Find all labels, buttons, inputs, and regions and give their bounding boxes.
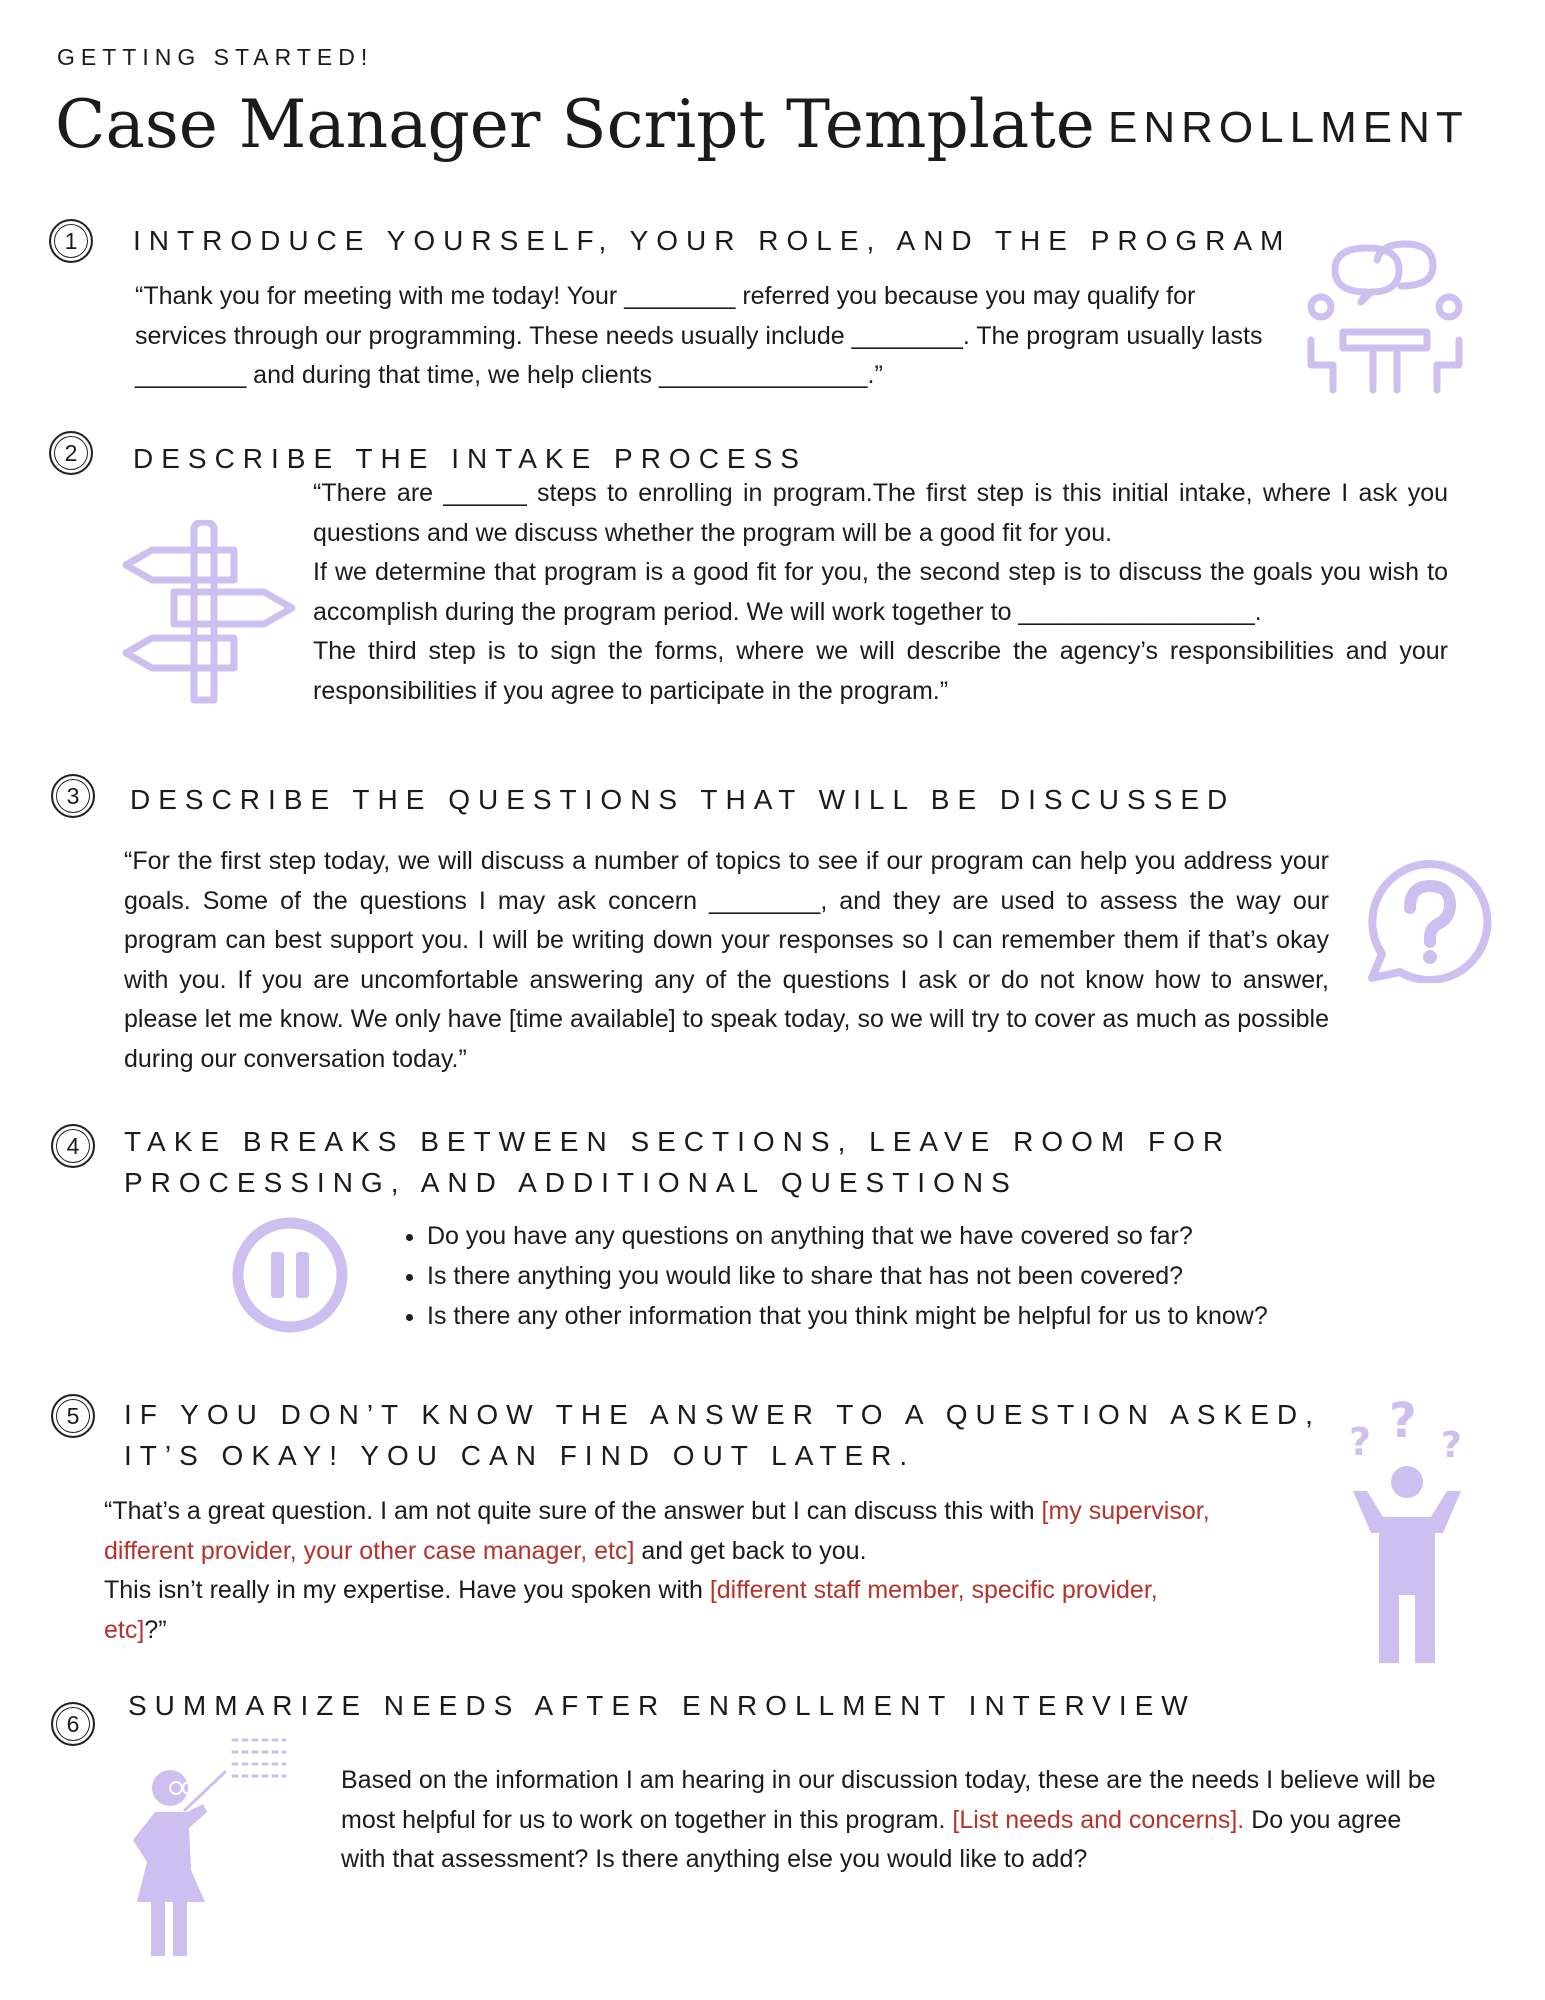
section-5-placeholder-1: [my supervisor, different provider, your other case manager, etc] [104, 1497, 1210, 1565]
presenter-icon [125, 1730, 290, 1960]
header-kicker: GETTING STARTED! [57, 44, 374, 70]
pause-icon [230, 1215, 350, 1335]
section-6-body [341, 1761, 1436, 1880]
section-6-number: 6 [51, 1702, 95, 1746]
section-6-text-2: Do you agree with that assessment? Is there anything else you would like to add? [341, 1805, 1402, 1873]
section-6-placeholder: [List needs and concerns]. [952, 1805, 1245, 1834]
section-5-text-3: This isn’t really in my expertise. Have you spoken with [104, 1576, 710, 1604]
section-5-text-2: and get back to you. [634, 1536, 867, 1565]
svg-text:?: ? [1441, 1425, 1462, 1466]
bullet-item: • Is there any other information that you think might be helpful for us to know? [427, 1296, 1487, 1336]
section-2-heading: DESCRIBE THE INTAKE PROCESS [133, 443, 807, 474]
svg-text:?: ? [1349, 1420, 1372, 1464]
section-2-paragraph-3: The third step is to sign the forms, where we will describe the agency’s responsibilities and your responsibilities if you agree to participate in the program.” [313, 637, 1448, 705]
section-4-heading-line-1: TAKE BREAKS BETWEEN SECTIONS, LEAVE ROOM FOR [124, 1126, 1232, 1157]
confused-person-icon [1345, 1395, 1470, 1665]
section-2-number: 2 [49, 431, 93, 475]
section-4-number: 4 [51, 1124, 95, 1168]
section-5-text-4: ?” [144, 1615, 167, 1644]
section-6-text-1: Based on the information I am hearing in our discussion today, these are the needs I believe will be most helpful for us to work on together in this program. [341, 1766, 1436, 1834]
bullet-item: • Do you have any questions on anything that we have covered so far? [427, 1216, 1487, 1256]
signpost-icon [122, 520, 297, 710]
section-1-number: 1 [49, 219, 93, 263]
section-5-body [104, 1492, 1224, 1650]
section-5-text-1: “That’s a great question. I am not quite sure of the answer but I can discuss this with [104, 1497, 1042, 1525]
section-5-placeholder-2: [different staff member, specific provider, etc] [104, 1576, 1158, 1644]
section-1-heading: INTRODUCE YOURSELF, YOUR ROLE, AND THE PROGRAM [133, 225, 1292, 256]
page-title: Case Manager Script Template [55, 86, 1095, 163]
section-4-bullets [397, 1216, 1487, 1336]
section-5-number: 5 [51, 1394, 95, 1438]
question-bubble-icon [1364, 858, 1494, 983]
section-5-heading-line-1: IF YOU DON’T KNOW THE ANSWER TO A QUESTION ASKED, [124, 1399, 1321, 1430]
section-2-paragraph-1: “There are ______ steps to enrolling in program.The first step is this initial intake, where I ask you questions and we discuss whether the program will be a good fit for you. [313, 479, 1448, 547]
section-6-heading: SUMMARIZE NEEDS AFTER ENROLLMENT INTERVIEW [128, 1690, 1196, 1721]
enrollment-tag: ENROLLMENT [1108, 103, 1469, 152]
section-3-number: 3 [51, 774, 95, 818]
section-1-body: “Thank you for meeting with me today! Your ________ referred you because you may qualify for services through our programming. These needs usually include ________. The program usually lasts ________ and during that time, we help clients _______________.” [135, 282, 1263, 389]
section-3-body: “For the first step today, we will discuss a number of topics to see if our program can help you address your goals. Some of the questions I may ask concern ________, and they are used to assess the way our program can best support you. I will be writing down your responses so I can remember them if that’s okay with you. If you are uncomfortable answering any of the questions I ask or do not know how to answer, please let me know. We only have [time available] to speak today, so we will try to cover as much as possible during our conversation today.” [124, 847, 1329, 1073]
meeting-table-icon [1305, 240, 1465, 395]
section-4-heading-line-2: PROCESSING, AND ADDITIONAL QUESTIONS [124, 1167, 1018, 1198]
svg-text:?: ? [1389, 1395, 1417, 1449]
section-3-heading: DESCRIBE THE QUESTIONS THAT WILL BE DISCUSSED [130, 784, 1236, 815]
section-5-heading-line-2: IT’S OKAY! YOU CAN FIND OUT LATER. [124, 1440, 916, 1471]
bullet-item: • Is there anything you would like to share that has not been covered? [427, 1256, 1487, 1296]
section-2-paragraph-2: If we determine that program is a good fit for you, the second step is to discuss the goals you wish to accomplish during the program period. We will work together to _________________. [313, 558, 1448, 626]
